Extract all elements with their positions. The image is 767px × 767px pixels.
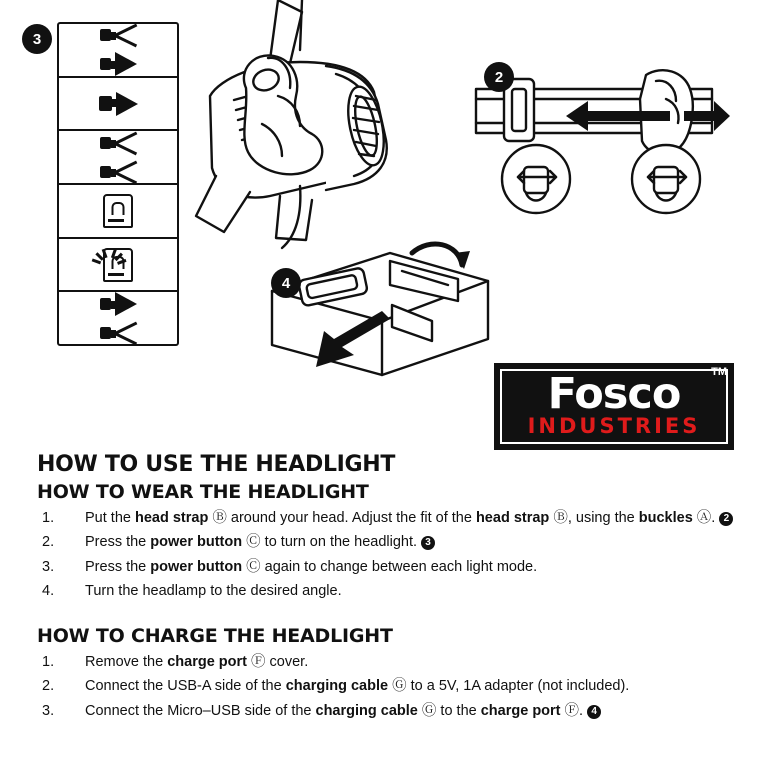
charge-port-illustration	[262, 235, 502, 385]
step-text: Put the head strap Ⓑ around your head. Adjust the fit of the head strap Ⓑ, using the buckles Ⓐ. 2	[85, 510, 733, 526]
wear-step-4	[37, 580, 737, 602]
callout-badge-2: 2	[484, 62, 514, 92]
section-heading-wear: HOW TO WEAR THE HEADLIGHT	[37, 481, 369, 503]
inline-badge-4: 4	[587, 705, 601, 719]
step-number: 2.	[42, 534, 55, 551]
callout-badge-4: 4	[271, 268, 301, 298]
page-title: HOW TO USE THE HEADLIGHT	[37, 452, 396, 477]
mode-row-high-beam	[59, 78, 177, 132]
step-number: 3.	[42, 702, 55, 719]
step-text: Remove the charge port Ⓕ cover.	[85, 653, 309, 670]
wear-step-3	[37, 556, 737, 578]
callout-badge-3: 3	[22, 24, 52, 54]
charge-step-1	[37, 651, 737, 673]
step-text: Press the power button Ⓒ again to change between each light mode.	[85, 558, 538, 575]
inline-badge-3: 3	[421, 536, 435, 550]
wear-step-1	[37, 507, 737, 529]
mode-row-red-steady	[59, 185, 177, 239]
inline-badge-2: 2	[719, 512, 733, 526]
fosco-logo	[494, 363, 734, 450]
step-number: 2.	[42, 678, 55, 695]
step-number: 3.	[42, 558, 55, 575]
logo-wordmark: Fosco	[547, 369, 681, 420]
charge-steps-list	[37, 651, 737, 722]
logo-trademark: TM	[711, 366, 727, 378]
step-text: Press the power button Ⓒ to turn on the headlight. 3	[85, 534, 435, 550]
step-text: Turn the headlamp to the desired angle.	[85, 583, 342, 600]
wear-steps-list	[37, 507, 737, 603]
mode-row-red-flashing	[59, 239, 177, 293]
step-number: 1.	[42, 510, 55, 526]
step-text: Connect the Micro–USB side of the charging cable Ⓖ to the charge port Ⓕ. 4	[85, 703, 601, 719]
step-text: Connect the USB-A side of the charging cable Ⓖ to a 5V, 1A adapter (not included).	[85, 678, 630, 695]
mode-row-low-beam	[59, 24, 177, 78]
logo-subtitle: INDUSTRIES	[527, 413, 701, 438]
step-number: 1.	[42, 653, 55, 670]
light-mode-chart	[57, 22, 179, 346]
mode-row-wide-beam	[59, 131, 177, 185]
charge-step-2	[37, 675, 737, 697]
wear-step-2	[37, 531, 737, 553]
step-number: 4.	[42, 583, 55, 600]
mode-row-off	[59, 292, 177, 344]
charge-step-3	[37, 700, 737, 722]
instructions-content	[37, 452, 737, 724]
section-heading-charge: HOW TO CHARGE THE HEADLIGHT	[37, 624, 393, 647]
